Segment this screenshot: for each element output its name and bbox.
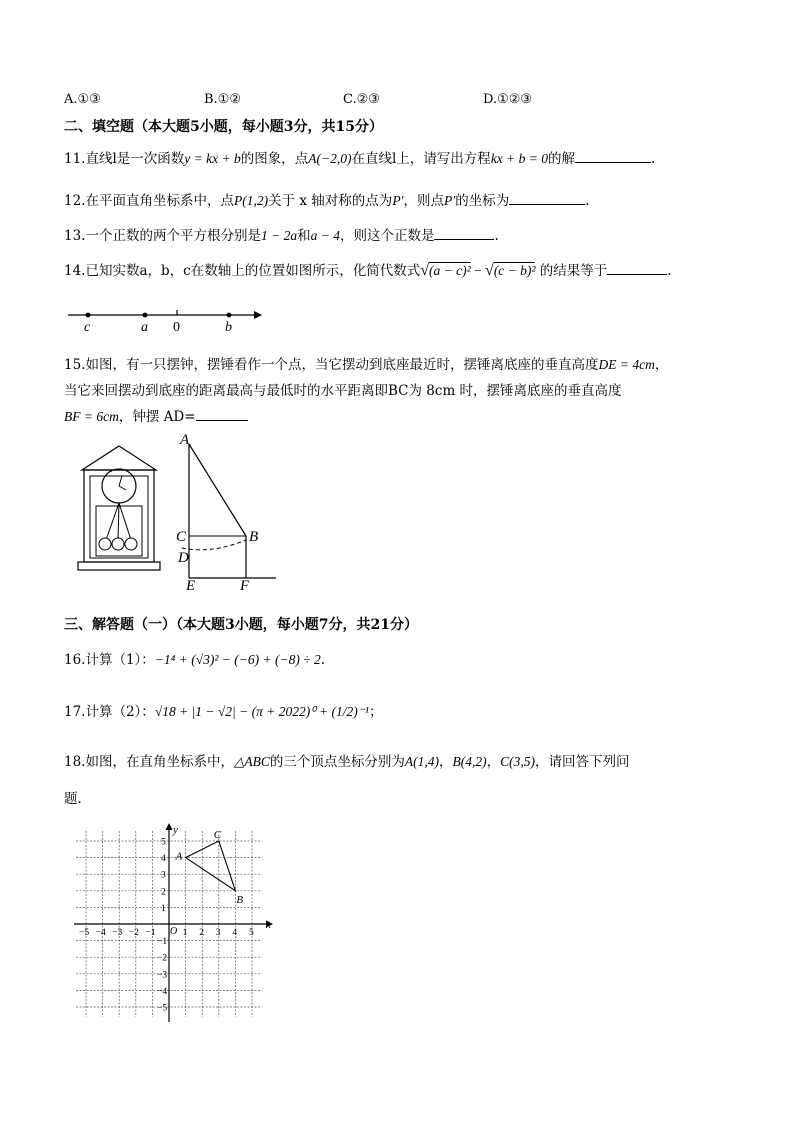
- coordinate-grid: [70, 822, 280, 1028]
- origin-label: O: [170, 926, 178, 937]
- x-tick-label: 1: [182, 928, 188, 938]
- x-tick-label: 4: [232, 928, 238, 938]
- option-c: C.②③: [343, 92, 380, 107]
- vertex-b-label: B: [236, 893, 244, 906]
- label-c: c: [84, 320, 91, 335]
- question-12: 12.在平面直角坐标系中，点P(1,2)关于 x 轴对称的点为P′，则点P′的坐标为 .: [64, 193, 590, 209]
- section2-heading: 二、填空题（本大题5小题，每小题3分，共15分）: [64, 119, 383, 135]
- question-18-line2: 题.: [64, 791, 82, 807]
- y-tick-label: −2: [157, 953, 168, 964]
- label-f: F: [240, 578, 250, 592]
- question-16: 16.计算（1）：−1⁴ + (√3)² − (−6) + (−8) ÷ 2.: [64, 652, 326, 668]
- label-b: b: [225, 320, 232, 335]
- label-c: C: [176, 529, 187, 545]
- question-18-line1: 18.如图，在直角坐标系中，△ABC的三个顶点坐标分别为A(1,4)，B(4,2)，C(3,5)，请回答下列问: [64, 754, 630, 770]
- question-13: 13.一个正数的两个平方根分别是1 − 2a和a − 4，则这个正数是 .: [64, 228, 499, 244]
- option-b: B.①②: [204, 92, 241, 107]
- triangle-abc: [186, 841, 236, 891]
- y-tick-label: −1: [157, 937, 168, 948]
- label-a: A: [180, 432, 190, 448]
- x-tick-label: −2: [128, 928, 139, 938]
- label-b: B: [249, 529, 259, 545]
- question-14: 14.已知实数a，b，c在数轴上的位置如图所示，化简代数式√(a − c)² − √(c − b)² 的结果等于 .: [64, 262, 672, 279]
- section3-heading: 三、解答题（一）（本大题3小题，每小题7分，共21分）: [64, 617, 418, 633]
- y-tick-label: 3: [161, 870, 166, 881]
- option-a: A.①③: [64, 92, 101, 107]
- pendulum-figure: [172, 432, 282, 592]
- x-tick-label: 5: [249, 928, 254, 938]
- y-tick-label: 4: [161, 854, 166, 865]
- answer-blank[interactable]: [434, 238, 494, 240]
- x-tick-label: −1: [145, 928, 156, 938]
- y-tick-label: −3: [157, 970, 168, 981]
- clock-illustration: [74, 440, 164, 578]
- label-a: a: [141, 320, 148, 335]
- point-a-dot: [143, 313, 148, 318]
- label-e: E: [186, 578, 196, 592]
- point-b-dot: [227, 313, 232, 318]
- number-line: [64, 300, 264, 336]
- label-d: D: [178, 550, 189, 566]
- x-tick-label: −4: [95, 928, 106, 938]
- question-15-line1: 15.如图，有一只摆钟，摆锤看作一个点，当它摆动到底座最近时，摆锤离底座的垂直高度DE = 4cm，: [64, 357, 669, 373]
- y-tick-label: −4: [157, 986, 168, 997]
- x-label: x: [266, 919, 271, 931]
- question-17: 17.计算（2）：√18 + |1 − √2| − (π + 2022)⁰ + (1/2)⁻¹；: [64, 704, 383, 720]
- arrow-icon: [254, 311, 262, 319]
- question-11: 11.直线l是一次函数y = kx + b的图象，点A(−2,0)在直线l上，请写出方程kx + b = 0的解 .: [64, 151, 656, 167]
- y-arrow-icon: [166, 823, 173, 830]
- expression: √18 + |1 − √2| − (π + 2022)⁰ + (1/2)⁻¹: [154, 704, 369, 719]
- answer-blank[interactable]: [196, 419, 248, 421]
- vertex-c-label: C: [213, 829, 222, 841]
- sqrt-expression: √(a − c)² − √(c − b)²: [420, 262, 536, 279]
- label-zero: 0: [173, 320, 180, 335]
- y-label: y: [173, 824, 178, 836]
- option-d: D.①②③: [483, 92, 533, 107]
- vertex-a-label: A: [175, 850, 183, 863]
- y-tick-label: 1: [161, 903, 166, 914]
- question-15-line3: BF = 6cm，钟摆 AD=: [64, 405, 248, 425]
- y-tick-label: 5: [161, 837, 166, 848]
- x-tick-label: 3: [215, 928, 221, 938]
- x-tick-label: 2: [199, 928, 204, 938]
- equation: y = kx + b: [184, 151, 241, 166]
- point-a: A(−2,0): [308, 151, 352, 166]
- x-tick-label: −3: [112, 928, 123, 938]
- equation: kx + b = 0: [490, 151, 549, 166]
- expression: −1⁴ + (√3)² − (−6) + (−8) ÷ 2: [154, 652, 321, 667]
- y-tick-label: −5: [157, 1003, 168, 1014]
- answer-blank[interactable]: [575, 161, 651, 163]
- x-tick-label: −5: [79, 928, 90, 938]
- y-tick-label: 2: [161, 887, 166, 898]
- answer-blank[interactable]: [607, 273, 667, 275]
- answer-blank[interactable]: [509, 203, 585, 205]
- point-c-dot: [86, 313, 91, 318]
- question-15-line2: 当它来回摆动到底座的距离最高与最低时的水平距离即BC为 8cm 时，摆锤离底座的垂直高度: [64, 383, 622, 399]
